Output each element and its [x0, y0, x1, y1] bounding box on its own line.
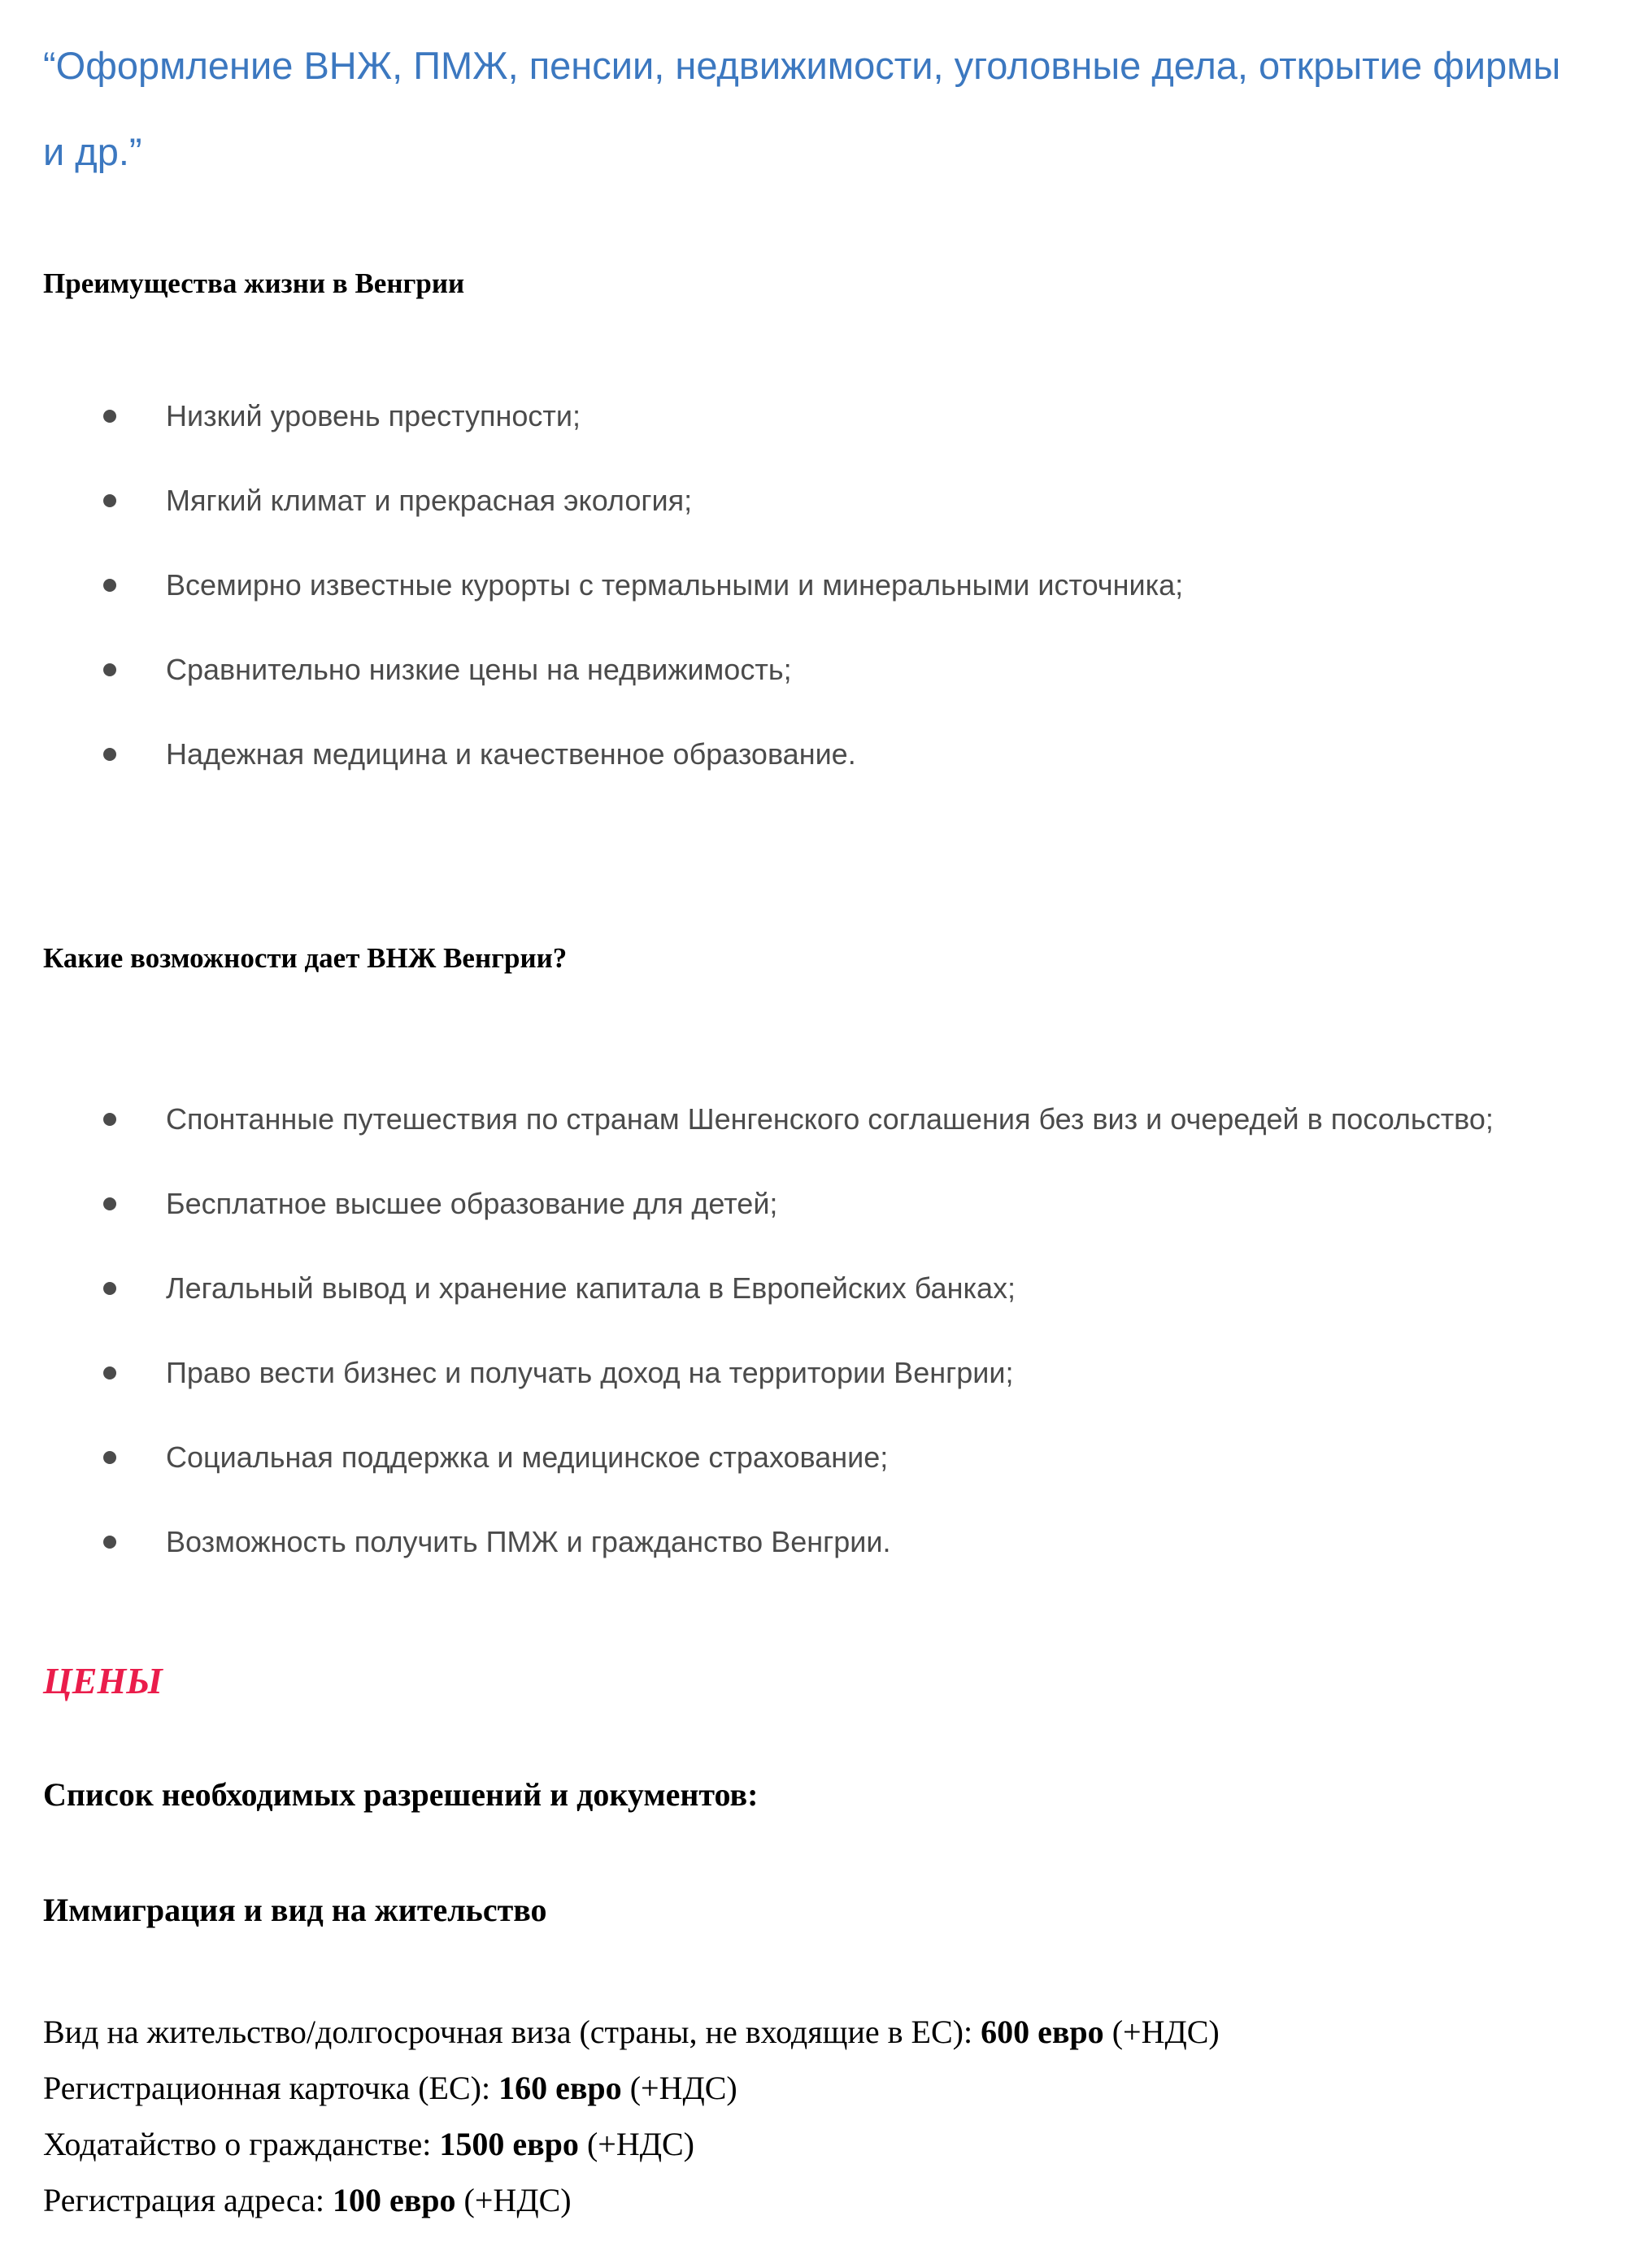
bullet-dot-icon: [103, 748, 116, 761]
bullet-dot-icon: [103, 1282, 116, 1295]
price-amount: 160 евро: [498, 2070, 622, 2106]
price-amount: 100 евро: [332, 2182, 456, 2218]
opportunity-list-item: [0, 1246, 1627, 1331]
advantage-text: Низкий уровень преступности;: [166, 399, 581, 432]
service-quote: “Оформление ВНЖ, ПМЖ, пенсии, недвижимости, уголовные дела, открытие фирмы и др.”: [43, 44, 1561, 173]
opportunity-list-item: [0, 1077, 1627, 1162]
price-line: [43, 2172, 1588, 2228]
bullet-dot-icon: [103, 494, 116, 507]
price-line-label: Вид на жительство/долгосрочная виза (страны, не входящие в ЕС):: [43, 2014, 981, 2050]
prices-title: ЦЕНЫ: [43, 1660, 163, 1701]
advantage-text: Надежная медицина и качественное образование.: [166, 737, 856, 771]
opportunity-text: Возможность получить ПМЖ и гражданство Венгрии.: [166, 1525, 891, 1558]
opportunity-text: Легальный вывод и хранение капитала в Европейских банках;: [166, 1271, 1016, 1305]
price-line-label: Ходатайство о гражданстве:: [43, 2126, 440, 2162]
opportunity-text: Спонтанные путешествия по странам Шенгенского соглашения без виз и очередей в посольство;: [166, 1102, 1494, 1136]
price-vat-note: (+НДС): [578, 2126, 694, 2162]
advantage-list-item: [0, 374, 1627, 458]
advantage-list-item: [0, 543, 1627, 628]
opportunity-list-item: [0, 1331, 1627, 1415]
bullet-dot-icon: [103, 1451, 116, 1464]
opportunity-list-item: [0, 1162, 1627, 1246]
advantage-list-item: [0, 712, 1627, 797]
advantage-list-item: [0, 458, 1627, 543]
price-line: [43, 2004, 1588, 2060]
opportunity-list-item: [0, 1415, 1627, 1500]
opportunity-text: Социальная поддержка и медицинское страхование;: [166, 1440, 889, 1474]
price-amount: 600 евро: [981, 2014, 1104, 2050]
immigration-heading: Иммиграция и вид на жительство: [43, 1892, 547, 1928]
opportunities-heading: Какие возможности дает ВНЖ Венгрии?: [43, 942, 568, 974]
price-vat-note: (+НДС): [621, 2070, 737, 2106]
price-vat-note: (+НДС): [1103, 2014, 1220, 2050]
bullet-dot-icon: [103, 1197, 116, 1210]
documents-heading: Список необходимых разрешений и документов:: [43, 1776, 759, 1813]
price-amount: 1500 евро: [439, 2126, 579, 2162]
bullet-dot-icon: [103, 410, 116, 423]
price-list: [43, 2004, 1588, 2228]
advantage-text: Сравнительно низкие цены на недвижимость;: [166, 653, 792, 686]
bullet-dot-icon: [103, 579, 116, 592]
bullet-dot-icon: [103, 1366, 116, 1379]
bullet-dot-icon: [103, 1113, 116, 1126]
advantages-list: [0, 374, 1627, 797]
price-vat-note: (+НДС): [455, 2182, 572, 2218]
price-line-label: Регистрация адреса:: [43, 2182, 333, 2218]
price-line: [43, 2060, 1588, 2116]
opportunity-text: Право вести бизнес и получать доход на территории Венгрии;: [166, 1356, 1014, 1389]
bullet-dot-icon: [103, 1536, 116, 1549]
opportunity-list-item: [0, 1500, 1627, 1584]
advantage-text: Всемирно известные курорты с термальными и минеральными источника;: [166, 568, 1184, 602]
opportunities-list: [0, 1077, 1627, 1584]
price-line-label: Регистрационная карточка (ЕС):: [43, 2070, 499, 2106]
price-line: [43, 2116, 1588, 2172]
opportunity-text: Бесплатное высшее образование для детей;: [166, 1187, 778, 1220]
advantage-list-item: [0, 628, 1627, 712]
advantage-text: Мягкий климат и прекрасная экология;: [166, 484, 693, 517]
advantages-heading: Преимущества жизни в Венгрии: [43, 267, 465, 299]
bullet-dot-icon: [103, 663, 116, 676]
